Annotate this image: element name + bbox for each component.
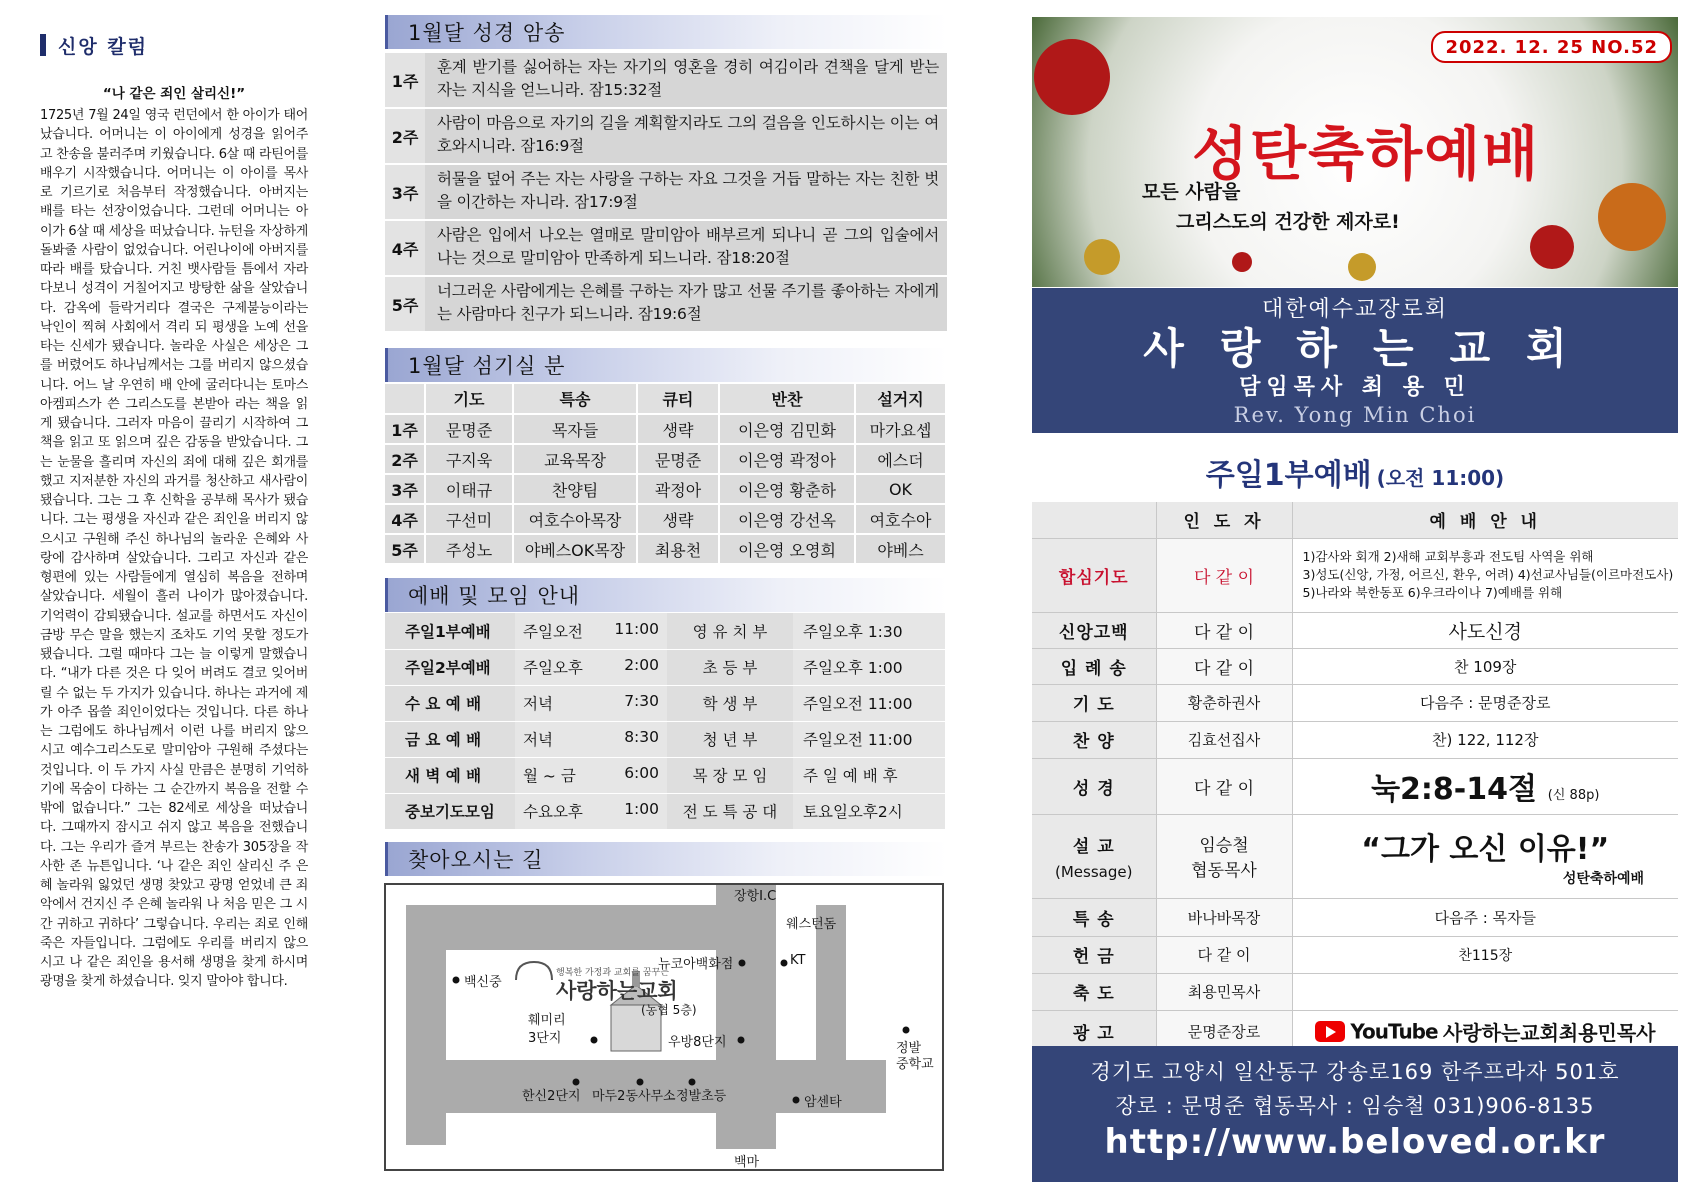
map-label-newcore: 뉴코아백화점: [658, 957, 734, 972]
church-website-link[interactable]: http://www.beloved.or.kr: [1104, 1122, 1606, 1162]
meeting-dept-time: 주일오전 11:00: [793, 721, 945, 757]
verse-text: 사람은 입에서 나오는 열매로 말미암아 배부르게 되나니 곧 그의 입술에서 나는 것으로 말미암아 만족하게 되느니라. 잠18:20절: [425, 221, 947, 275]
meeting-hour: 8:30: [624, 728, 659, 746]
service-name: 주일1부예배: [1205, 458, 1372, 493]
table-cell: 이은영 강선옥: [719, 504, 855, 534]
meeting-dept: 초 등 부: [667, 649, 793, 685]
map-label-western: 웨스턴돔: [786, 917, 837, 932]
order-leader: 바나바목장: [1156, 898, 1292, 936]
table-row: [1032, 814, 1678, 898]
table-cell: 이은영 곽정아: [719, 444, 855, 474]
map-label-hemiri: 훼미리: [528, 1013, 566, 1028]
table-cell: OK: [855, 474, 946, 504]
order-info: 찬115장: [1292, 936, 1678, 973]
pastor-name: 담임목사 최 용 민: [1239, 375, 1471, 400]
table-row: [1032, 758, 1678, 814]
serve-table: [385, 384, 947, 565]
table-cell: 문명준: [425, 414, 513, 444]
order-label: 축 도: [1032, 973, 1156, 1010]
prayer-topic: 5)나라와 북한동포 6)우크라이나 7)예배를 위해: [1302, 585, 1563, 600]
map-label-kt: KT: [790, 953, 806, 968]
christmas-banner: [1032, 17, 1678, 287]
table-cell: 3주: [385, 474, 425, 504]
map-label-jhs: 중학교: [896, 1057, 934, 1072]
map-label-jeongbal: 정발: [896, 1041, 922, 1056]
prayer-leader: 다 같 이: [1156, 538, 1292, 612]
meeting-hour: 7:30: [624, 692, 659, 710]
meeting-day: 주일오후: [523, 659, 583, 677]
meeting-table: [385, 613, 945, 830]
meeting-time: [515, 685, 667, 721]
column-title: 신앙 칼럼: [58, 35, 149, 58]
verse-row: [385, 221, 947, 275]
map-label-church: 사랑하는교회: [556, 979, 678, 1003]
sermon-leader-title: 협동목사: [1191, 861, 1257, 881]
meeting-day: 월 ~ 금: [523, 767, 576, 785]
meeting-time: [515, 721, 667, 757]
scripture-ref: 눅2:8-14절: [1371, 772, 1537, 807]
prayer-topics: [1292, 538, 1678, 612]
prayer-label: 합심기도: [1032, 538, 1156, 612]
sermon-title: “그가 오신 이유!”: [1361, 832, 1610, 867]
meeting-day: 저녁: [523, 695, 553, 713]
table-row: [1032, 648, 1678, 684]
sermon-label-en: (Message): [1055, 862, 1133, 881]
meeting-time: [515, 649, 667, 685]
meeting-dept: 영 유 치 부: [667, 613, 793, 649]
denomination: 대한예수교장로회: [1261, 297, 1449, 322]
table-row: [385, 649, 945, 685]
table-cell: 2주: [385, 444, 425, 474]
verse-week: 4주: [385, 221, 425, 275]
table-row: [385, 534, 946, 564]
column-title-row: [40, 30, 308, 60]
table-cell: 에스더: [855, 444, 946, 474]
scripture-cell: [1292, 758, 1678, 814]
verse-text: 사람이 마음으로 자기의 길을 계획할지라도 그의 걸음을 인도하시는 이는 여호와시니라. 잠16:9절: [425, 109, 947, 163]
service-time: (오전 11:00): [1376, 466, 1505, 490]
order-label: 헌 금: [1032, 936, 1156, 973]
table-cell: 5주: [385, 534, 425, 564]
sermon-leader-cell: [1156, 814, 1292, 898]
order-info: 사도신경: [1292, 612, 1678, 648]
table-header: [1032, 502, 1156, 538]
order-label: 광 고: [1032, 1010, 1156, 1052]
church-address: 경기도 고양시 일산동구 강송로169 한주프라자 501호: [1090, 1060, 1620, 1084]
table-row: [1032, 612, 1678, 648]
prayer-topic: 3)성도(신앙, 가정, 어르신, 환우, 어려) 4)선교사님들(이르마전도사): [1302, 567, 1674, 582]
order-leader: 황춘하권사: [1156, 684, 1292, 721]
order-leader: 다 같 이: [1156, 648, 1292, 684]
order-info: 다음주 : 문명준장로: [1292, 684, 1678, 721]
sermon-label-cell: [1032, 814, 1156, 898]
issue-date-badge: 2022. 12. 25 NO.52: [1431, 31, 1672, 63]
meeting-name: 금 요 예 배: [385, 721, 515, 757]
directions-map: [384, 883, 944, 1171]
banner-subtitle-2: 그리스도의 건강한 제자로!: [1176, 211, 1400, 233]
map-drawing: [386, 885, 942, 1169]
service-title: [1032, 450, 1678, 494]
meeting-name: 중보기도모임: [385, 793, 515, 829]
table-row: [385, 474, 946, 504]
order-label: 기 도: [1032, 684, 1156, 721]
meeting-day: 주일오전: [523, 622, 583, 641]
meeting-time: [515, 757, 667, 793]
table-row: [1032, 721, 1678, 758]
table-cell: 목자들: [513, 414, 637, 444]
order-info: [1292, 973, 1678, 1010]
table-cell: 생략: [637, 504, 719, 534]
table-cell: 곽정아: [637, 474, 719, 504]
verse-text: 너그러운 사람에게는 은혜를 구하는 자가 많고 선물 주기를 좋아하는 자에게는 사람마다 친구가 되느니라. 잠19:6절: [425, 277, 947, 331]
table-row: [385, 721, 945, 757]
verse-week: 3주: [385, 165, 425, 219]
map-label-amcenter: 암센타: [804, 1095, 842, 1110]
table-cell: 여호수아목장: [513, 504, 637, 534]
table-row: [385, 444, 946, 474]
table-cell: 이은영 오영희: [719, 534, 855, 564]
table-header: 예 배 안 내: [1292, 502, 1678, 538]
church-name: 사랑하는교회: [1143, 324, 1603, 373]
verse-text: 훈계 받기를 싫어하는 자는 자기의 영혼을 경히 여김이라 견책을 달게 받는 자는 지식을 얻느니라. 잠15:32절: [425, 53, 947, 107]
meeting-day: 수요오후: [523, 803, 583, 821]
meeting-hour: 6:00: [624, 764, 659, 782]
sermon-subtitle: 성탄축하예배: [1562, 871, 1644, 887]
order-label: 신앙고백: [1032, 612, 1156, 648]
order-leader: 다 같 이: [1156, 936, 1292, 973]
banner-title: 성탄축하예배: [1192, 120, 1541, 188]
church-staff-phone: 장로 : 문명준 협동목사 : 임승철 031)906-8135: [1115, 1094, 1595, 1118]
order-label: 입 례 송: [1032, 648, 1156, 684]
column-body: 1725년 7월 24일 영국 런던에서 한 아이가 태어났습니다. 어머니는 이 아이에게 성경을 읽어주고 찬송을 불러주며 키웠습니다. 6살 때 라틴어를 배우기 시작했습니다. 어머니는 이 아이를 목사로 기르기로 처음부터 작정했습니다. 아버지는 배를 타는 선장이었습니다. 그런데 어머니는 아이가 6살 때 세상을 떠났습니다. 뉴턴을 자상하게 돌봐줄 사람이 없었습니다. 어린나이에 아버지를 따라 배를 탔습니다. 거친 뱃사람들 틈에서 자라다보니 성격이 거칠어지고 방탕한 삶을 살았습니다. 감옥에 들락거리다 결국은 구제불능이라는 낙인이 찍혀 사회에서 격리 되 평생을 노예 선을 타는 신세가 됐습니다. 놀라운 사실은 세상은 그를 버렸어도 하나님께서는 그를 버리지 않으셨습니다. 어느 날 우연히 배 안에 굴러다니는 토마스 아켐피스가 쓴 그리스도를 본받아 라는 책을 읽게 됐습니다. 그러자 마음이 끌리기 시작하여 그 책을 읽고 또 읽으며 깊은 감동을 받았습니다. 그는 눈물을 흘리며 자신의 죄에 대해 깊은 회개를 했고 지저분한 자신의 과거를 청산하고 새사람이 됐습니다. 그는 그 후 신학을 공부해 목사가 됐습니다. 그는 평생을 자신과 같은 죄인을 버리지 않으시고 구원해 주신 하나님의 놀라운 은혜와 사랑에 감사하며 살았습니다. 그리고 자신과 같은 형편에 있는 사람들에게 열심히 복음을 전하며 살았습니다. 세월이 흘러 나이가 많아졌습니다. 기억력이 감퇴됐습니다. 설교를 하면서도 자신이 금방 무슨 말을 했는지 조차도 기억 못할 정도가 됐습니다. 그럴 때마다 그는 늘 이렇게 말했습니다. “내가 다른 것은 다 잊어 버려도 결코 잊어버릴 수 없는 두 가지가 있습니다. 하나는 과거에 제가 아주 몹쓸 죄인이었다는 것입니다. 다른 하나는 그럼에도 하나님께서 이런 나를 버리지 않으시고 예수그리스도로 말미암아 구원해 주셨다는 것입니다. 이 두 가지 사실 만큼은 분명히 기억하기에 목숨이 다하는 그 순간까지 복음을 전할 수밖에 없습니다.” 그는 82세로 세상을 떠났습니다. 그때까지 잠시고 쉬지 않고 복음을 전했습니다. 그는 우리가 즐겨 부르는 찬송가 305장을 작사한 존 뉴튼입니다. ‘나 같은 죄인 살리신 주 은혜 놀라워 잃었던 생명 찾았고 광명 얻었네 큰 죄악에서 건지신 주 은혜 놀라워 나 처음 믿은 그 시간 귀하고 귀하다’ 그렇습니다. 우리는 죄로 인해 죽은 자들입니다. 그럼에도 우리를 버리지 않으시고 나 같은 죄인을 용서해 생명을 찾게 하시며 광명을 찾게 하셨습니다. 잊지 말아야 합니다.: [40, 108, 308, 990]
meeting-name: 주일1부예배: [385, 613, 515, 649]
map-label-baekma: 백마: [734, 1155, 760, 1170]
meeting-dept: 목 장 모 임: [667, 757, 793, 793]
map-label-woobang: 우방8단지: [668, 1035, 727, 1050]
prayer-topic: 1)감사와 회개 2)새해 교회부흥과 전도팀 사역을 위해: [1302, 549, 1594, 564]
table-header: 기도: [425, 384, 513, 414]
verse-row: [385, 277, 947, 331]
meeting-dept-time: 주일오전 11:00: [793, 685, 945, 721]
table-row: [1032, 973, 1678, 1010]
verse-row: [385, 53, 947, 107]
table-cell: 여호수아: [855, 504, 946, 534]
table-row: [1032, 898, 1678, 936]
table-header: 특송: [513, 384, 637, 414]
meeting-dept-time: 주 일 예 배 후: [793, 757, 945, 793]
meeting-hour: 2:00: [624, 656, 659, 674]
table-header: 설거지: [855, 384, 946, 414]
table-cell: 생략: [637, 414, 719, 444]
meeting-time: [515, 613, 667, 649]
order-label: 찬 양: [1032, 721, 1156, 758]
meeting-name: 새 벽 예 배: [385, 757, 515, 793]
map-label-church-floor: (농협 5층): [641, 1003, 697, 1017]
table-cell: 마가요셉: [855, 414, 946, 444]
order-label: 성 경: [1032, 758, 1156, 814]
church-footer: [1032, 1046, 1678, 1182]
verse-row: [385, 109, 947, 163]
meeting-dept: 학 생 부: [667, 685, 793, 721]
table-cell: 4주: [385, 504, 425, 534]
meeting-dept: 전 도 특 공 대: [667, 793, 793, 829]
serve-header: 1월달 섬기실 분: [385, 348, 947, 382]
table-cell: 이태규: [425, 474, 513, 504]
youtube-play-icon: [1315, 1021, 1345, 1042]
order-label: 특 송: [1032, 898, 1156, 936]
order-info: 찬) 122, 112장: [1292, 721, 1678, 758]
youtube-logo-text: YouTube: [1350, 1019, 1438, 1043]
column-quote: “나 같은 죄인 살리신!”: [102, 86, 246, 102]
youtube-channel[interactable]: 사랑하는교회최용민목사: [1442, 1020, 1656, 1045]
table-cell: 1주: [385, 414, 425, 444]
meeting-hour: 11:00: [614, 619, 659, 638]
table-cell: 주성노: [425, 534, 513, 564]
order-leader: 김효선집사: [1156, 721, 1292, 758]
order-leader: 다 같 이: [1156, 758, 1292, 814]
verse-week: 5주: [385, 277, 425, 331]
order-info: 다음주 : 목자들: [1292, 898, 1678, 936]
map-label-danji3: 3단지: [528, 1031, 562, 1046]
verses-header: 1월달 성경 암송: [385, 15, 947, 49]
title-bar-marker: [40, 34, 46, 56]
table-row: [385, 757, 945, 793]
map-label-hanshin: 한신2단지: [522, 1089, 581, 1104]
map-label-madu: 마두2동사무소: [592, 1089, 676, 1104]
meeting-dept: 청 년 부: [667, 721, 793, 757]
meeting-header: 예배 및 모임 안내: [385, 578, 947, 612]
table-cell: 구선미: [425, 504, 513, 534]
table-cell: 문명준: [637, 444, 719, 474]
verse-row: [385, 165, 947, 219]
meeting-name: 수 요 예 배: [385, 685, 515, 721]
worship-order-table: [1032, 502, 1678, 1053]
map-church-tagline: 행복한 가정과 교회를 꿈꾸는: [556, 968, 669, 978]
sermon-label: 설 교: [1072, 836, 1115, 857]
table-cell: 야베스: [855, 534, 946, 564]
faith-column: [40, 30, 308, 1180]
meeting-dept-time: 주일오후 1:30: [793, 613, 945, 649]
order-info: 찬 109장: [1292, 648, 1678, 684]
order-leader: 다 같 이: [1156, 612, 1292, 648]
scripture-page: (신 88p): [1547, 788, 1600, 803]
verse-week: 1주: [385, 53, 425, 107]
table-header: [385, 384, 425, 414]
table-header: 큐티: [637, 384, 719, 414]
sermon-cell: [1292, 814, 1678, 898]
verses-list: [385, 53, 947, 333]
meeting-day: 저녁: [523, 731, 553, 749]
table-row: [1032, 538, 1678, 612]
meeting-name: 주일2부예배: [385, 649, 515, 685]
meeting-dept-time: 토요일오후2시: [793, 793, 945, 829]
table-cell: 최용천: [637, 534, 719, 564]
order-leader: 문명준장로: [1156, 1010, 1292, 1052]
meeting-time: [515, 793, 667, 829]
table-header-row: [385, 384, 946, 414]
table-row: [1032, 936, 1678, 973]
table-cell: 이은영 김민화: [719, 414, 855, 444]
map-label-baeksin: 백신중: [464, 975, 502, 990]
meeting-dept-time: 주일오후 1:00: [793, 649, 945, 685]
pastor-english: Rev. Yong Min Choi: [1233, 403, 1477, 427]
table-header: 인 도 자: [1156, 502, 1292, 538]
church-header: [1032, 288, 1678, 433]
table-cell: 구지욱: [425, 444, 513, 474]
table-row: [385, 613, 945, 649]
table-cell: 야베스OK목장: [513, 534, 637, 564]
table-cell: 찬양팀: [513, 474, 637, 504]
table-row: [1032, 684, 1678, 721]
map-header: 찾아오시는 길: [385, 842, 947, 876]
table-row: [385, 685, 945, 721]
banner-subtitle-1: 모든 사람을: [1142, 181, 1241, 203]
table-row: [385, 504, 946, 534]
table-header: 반찬: [719, 384, 855, 414]
table-row: [385, 414, 946, 444]
table-header-row: [1032, 502, 1678, 538]
map-label-jeongbal-es: 정발초등: [676, 1089, 727, 1104]
table-row: [385, 793, 945, 829]
meeting-hour: 1:00: [624, 800, 659, 818]
map-label-janghang: 장항I.C: [734, 889, 777, 904]
table-cell: 이은영 황춘하: [719, 474, 855, 504]
table-cell: 교육목장: [513, 444, 637, 474]
verse-week: 2주: [385, 109, 425, 163]
order-leader: 최용민목사: [1156, 973, 1292, 1010]
sermon-leader: 임승철: [1199, 836, 1249, 856]
verse-text: 허물을 덮어 주는 자는 사랑을 구하는 자요 그것을 거듭 말하는 자는 친한 벗을 이간하는 자니라. 잠17:9절: [425, 165, 947, 219]
